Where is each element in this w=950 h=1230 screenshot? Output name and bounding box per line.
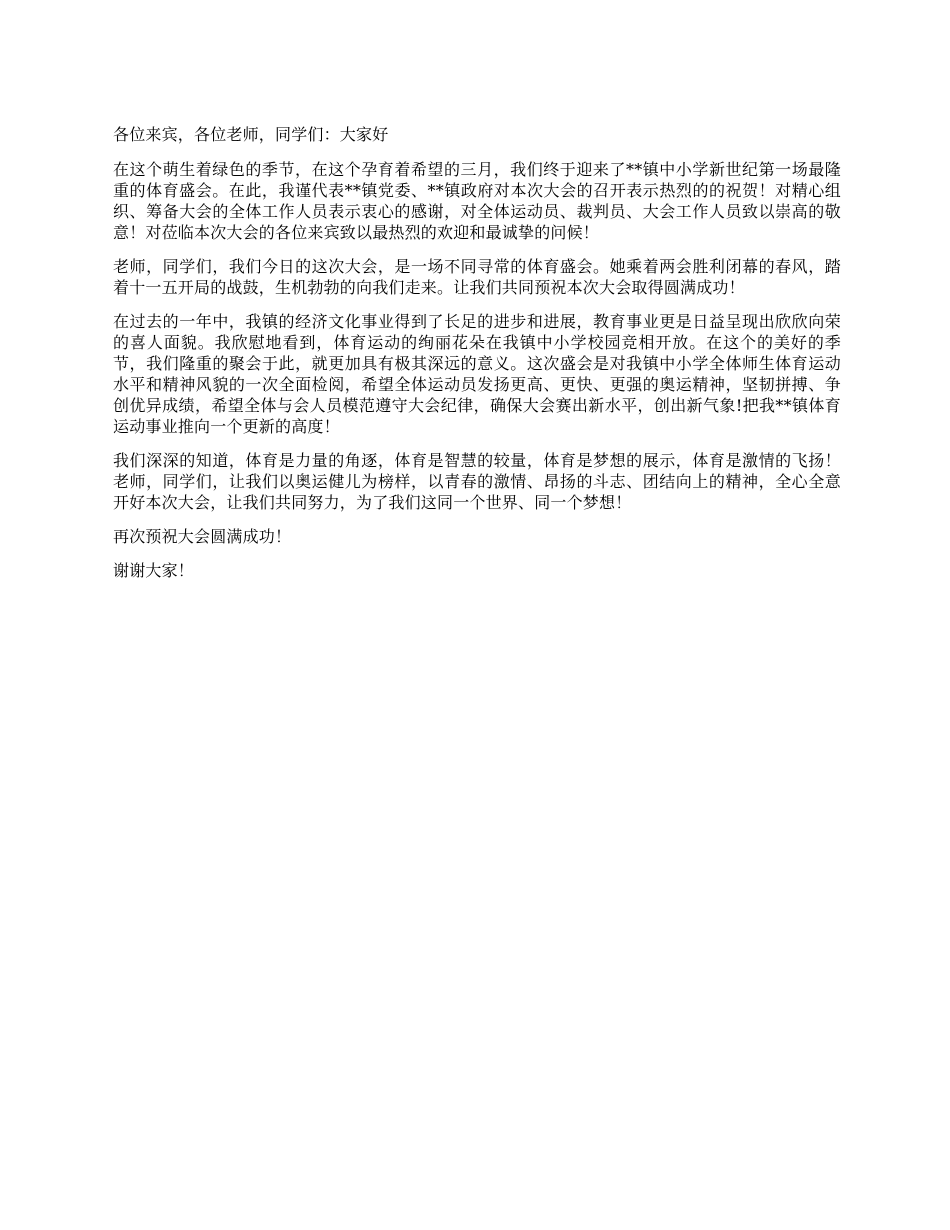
document-body [113, 124, 841, 594]
paragraph-address: 老师，同学们，我们今日的这次大会，是一场不同寻常的体育盛会。她乘着两会胜利闭幕的春风，踏着十一五开局的战鼓，生机勃勃的向我们走来。让我们共同预祝本次大会取得圆满成功！ [113, 257, 841, 297]
paragraph-progress: 在过去的一年中，我镇的经济文化事业得到了长足的进步和进展，教育事业更是日益呈现出欣欣向荣的喜人面貌。我欣慰地看到，体育运动的绚丽花朵在我镇中小学校园竞相开放。在这个的美好的季节，我们隆重的聚会于此，就更加具有极其深远的意义。这次盛会是对我镇中小学全体师生体育运动水平和精神风貌的一次全面检阅，希望全体运动员发扬更高、更快、更强的奥运精神，坚韧拼搏、争创优异成绩，希望全体与会人员模范遵守大会纪律，确保大会赛出新水平，创出新气象!把我**镇体育运动事业推向一个更新的高度！ [113, 312, 841, 436]
paragraph-sports-spirit: 我们深深的知道，体育是力量的角逐，体育是智慧的较量，体育是梦想的展示，体育是激情的飞扬！老师，同学们，让我们以奥运健儿为榜样，以青春的激情、昂扬的斗志、团结向上的精神，全心全意开好本次大会，让我们共同努力，为了我们这同一个世界、同一个梦想！ [113, 451, 841, 512]
paragraph-thanks: 谢谢大家！ [113, 561, 195, 580]
paragraph-opening: 在这个萌生着绿色的季节，在这个孕育着希望的三月，我们终于迎来了**镇中小学新世纪第一场最隆重的体育盛会。在此，我谨代表**镇党委、**镇政府对本次大会的召开表示热烈的的祝贺！对精心组织、筹备大会的全体工作人员表示衷心的感谢，对全体运动员、裁判员、大会工作人员致以崇高的敬意！对莅临本次大会的各位来宾致以最热烈的欢迎和最诚挚的问候！ [113, 160, 841, 242]
paragraph-wish: 再次预祝大会圆满成功！ [113, 527, 292, 546]
greeting-line: 各位来宾，各位老师，同学们：大家好 [113, 125, 389, 144]
